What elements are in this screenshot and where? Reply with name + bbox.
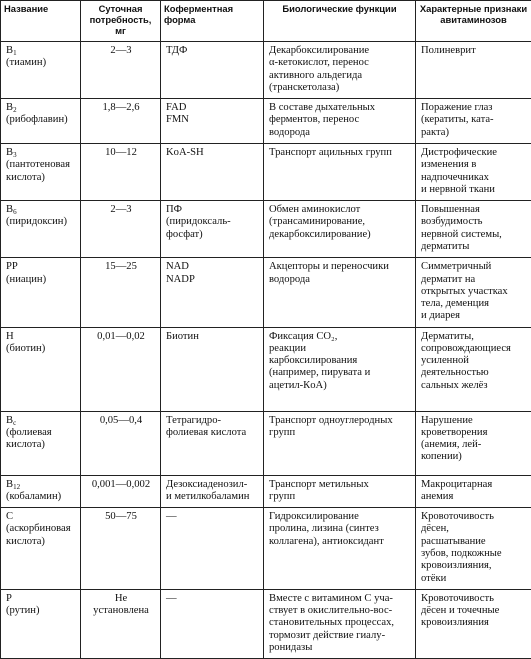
daily-dose-cell: 0,001—0,002 xyxy=(81,475,161,508)
deficiency-signs-line: изменения в xyxy=(421,159,527,171)
biological-functions-cell xyxy=(264,201,416,258)
vitamin-letter: C xyxy=(6,511,13,522)
biological-functions-line: становительных процессах, xyxy=(269,617,411,629)
deficiency-signs-line: (кератиты, ката- xyxy=(421,114,527,126)
vitamin-letter: B xyxy=(6,45,13,56)
table-row xyxy=(1,475,531,508)
biological-functions-line: водорода xyxy=(269,127,411,139)
vitamin-subscript: 1 xyxy=(13,49,17,57)
daily-dose-cell: 2—3 xyxy=(81,201,161,258)
coenzyme-form-line: Биотин xyxy=(166,331,259,343)
daily-dose-cell: 0,05—0,4 xyxy=(81,411,161,475)
header-name: Название xyxy=(1,1,81,42)
biological-functions-line: Транспорт одноуглеродных xyxy=(269,415,411,427)
coenzyme-form-line: ПФ xyxy=(166,204,259,216)
table-row xyxy=(1,99,531,144)
coenzyme-form-line: фосфат) xyxy=(166,229,259,241)
header-row xyxy=(1,1,531,42)
deficiency-signs-cell xyxy=(416,411,531,475)
biological-functions-line: ронидазы xyxy=(269,642,411,654)
deficiency-signs-line: ракта) xyxy=(421,127,527,139)
coenzyme-form-line: FAD xyxy=(166,102,259,114)
deficiency-signs-line: сопровождающиеся xyxy=(421,343,527,355)
deficiency-signs-line: Поражение глаз xyxy=(421,102,527,114)
deficiency-signs-cell xyxy=(416,327,531,411)
deficiency-signs-cell xyxy=(416,99,531,144)
coenzyme-form-cell xyxy=(161,508,264,590)
deficiency-signs-line: Макроцитарная xyxy=(421,479,527,491)
deficiency-signs-line: нервной системы, xyxy=(421,229,527,241)
biological-functions-line: декарбоксилирование) xyxy=(269,229,411,241)
vitamin-letter: B xyxy=(6,415,13,426)
vitamin-letter: H xyxy=(6,331,14,342)
biological-functions-line: групп xyxy=(269,491,411,503)
vitamin-common-name: (фолиевая кислота) xyxy=(6,427,52,450)
deficiency-signs-cell xyxy=(416,143,531,200)
deficiency-signs-cell xyxy=(416,475,531,508)
coenzyme-form-cell xyxy=(161,258,264,327)
coenzyme-form-cell xyxy=(161,201,264,258)
biological-functions-line: Акцепторы и переносчики xyxy=(269,261,411,273)
biological-functions-line: Транспорт ацильных групп xyxy=(269,147,411,159)
vitamin-subscript: 3 xyxy=(13,151,17,159)
table-header xyxy=(1,1,531,42)
table-body xyxy=(1,42,531,659)
vitamin-letter: B xyxy=(6,147,13,158)
coenzyme-form-line: FMN xyxy=(166,114,259,126)
biological-functions-cell xyxy=(264,327,416,411)
table-row xyxy=(1,327,531,411)
vitamin-common-name: (пиридоксин) xyxy=(6,216,67,227)
vitamin-common-name: (тиамин) xyxy=(6,57,46,68)
coenzyme-form-line: Дезоксиаденозил- xyxy=(166,479,259,491)
deficiency-signs-cell xyxy=(416,42,531,99)
deficiency-signs-line: сальных желёз xyxy=(421,380,527,392)
coenzyme-form-line: — xyxy=(166,511,259,523)
daily-dose-cell: 0,01—0,02 xyxy=(81,327,161,411)
vitamin-letter: P xyxy=(6,593,12,604)
coenzyme-form-line: и метилкобаламин xyxy=(166,491,259,503)
deficiency-signs-line: кроветворения xyxy=(421,427,527,439)
header-coenzyme: Коферментная форма xyxy=(161,1,264,42)
coenzyme-form-line: (пиридоксаль- xyxy=(166,216,259,228)
deficiency-signs-line: деятельностью xyxy=(421,367,527,379)
vitamin-common-name: (аскорбиновая кислота) xyxy=(6,523,71,546)
coenzyme-form-line: фолиевая кислота xyxy=(166,427,259,439)
biological-functions-line: тормозит действие гиалу- xyxy=(269,630,411,642)
deficiency-signs-line: тела, деменция xyxy=(421,298,527,310)
deficiency-signs-line: Полиневрит xyxy=(421,45,527,57)
biological-functions-line: групп xyxy=(269,427,411,439)
vitamin-letter: B xyxy=(6,204,13,215)
vitamin-letter: PP xyxy=(6,261,18,272)
vitamin-name-cell xyxy=(1,258,81,327)
coenzyme-form-line: Тетрагидро- xyxy=(166,415,259,427)
biological-functions-line: α-кетокислот, перенос xyxy=(269,57,411,69)
daily-dose-cell: Не установлена xyxy=(81,589,161,658)
biological-functions-line: водорода xyxy=(269,274,411,286)
biological-functions-line: Декарбоксилирование xyxy=(269,45,411,57)
deficiency-signs-line: и нервной ткани xyxy=(421,184,527,196)
deficiency-signs-line: дерматиты xyxy=(421,241,527,253)
vitamin-common-name: (рутин) xyxy=(6,605,39,616)
daily-dose-cell: 50—75 xyxy=(81,508,161,590)
biological-functions-line: ствует в окислительно-вос- xyxy=(269,605,411,617)
header-signs: Характерные признаки авитаминозов xyxy=(416,1,531,42)
daily-dose-cell: 15—25 xyxy=(81,258,161,327)
vitamin-subscript: 6 xyxy=(13,208,17,216)
biological-functions-line: коллагена), антиоксидант xyxy=(269,536,411,548)
biological-functions-cell xyxy=(264,258,416,327)
deficiency-signs-line: дерматит на xyxy=(421,274,527,286)
deficiency-signs-line: Повышенная xyxy=(421,204,527,216)
vitamin-subscript: 12 xyxy=(13,483,20,491)
biological-functions-cell xyxy=(264,42,416,99)
coenzyme-form-cell xyxy=(161,42,264,99)
deficiency-signs-line: Дистрофические xyxy=(421,147,527,159)
daily-dose-cell: 1,8—2,6 xyxy=(81,99,161,144)
table-row xyxy=(1,42,531,99)
biological-functions-line: (транскетолаза) xyxy=(269,82,411,94)
daily-dose-cell: 2—3 xyxy=(81,42,161,99)
deficiency-signs-line: кровоизлияния, xyxy=(421,560,527,572)
biological-functions-line: активного альдегида xyxy=(269,70,411,82)
header-dose: Суточная потребность, мг xyxy=(81,1,161,42)
deficiency-signs-cell xyxy=(416,258,531,327)
vitamin-common-name: (рибофлавин) xyxy=(6,114,68,125)
biological-functions-cell xyxy=(264,589,416,658)
biological-functions-line: Транспорт метильных xyxy=(269,479,411,491)
biological-functions-cell xyxy=(264,99,416,144)
biological-functions-line: Фиксация CO₂, xyxy=(269,331,411,343)
vitamin-common-name: (кобаламин) xyxy=(6,491,61,502)
biological-functions-line: Вместе с витамином С уча- xyxy=(269,593,411,605)
vitamin-letter: B xyxy=(6,479,13,490)
biological-functions-cell xyxy=(264,475,416,508)
vitamin-letter: B xyxy=(6,102,13,113)
biological-functions-line: В составе дыхательных xyxy=(269,102,411,114)
biological-functions-cell xyxy=(264,508,416,590)
vitamin-name-cell xyxy=(1,411,81,475)
vitamin-name-cell xyxy=(1,143,81,200)
deficiency-signs-line: возбудимость xyxy=(421,216,527,228)
deficiency-signs-line: (анемия, лей- xyxy=(421,439,527,451)
deficiency-signs-cell xyxy=(416,508,531,590)
table-row xyxy=(1,508,531,590)
vitamin-subscript: c xyxy=(13,419,16,427)
deficiency-signs-line: расшатывание xyxy=(421,536,527,548)
coenzyme-form-line: NADP xyxy=(166,274,259,286)
biological-functions-line: ферментов, перенос xyxy=(269,114,411,126)
coenzyme-form-cell xyxy=(161,143,264,200)
header-functions: Биологические функции xyxy=(264,1,416,42)
deficiency-signs-line: кровоизлияния xyxy=(421,617,527,629)
deficiency-signs-line: Симметричный xyxy=(421,261,527,273)
deficiency-signs-line: Нарушение xyxy=(421,415,527,427)
biological-functions-line: карбоксилирования xyxy=(269,355,411,367)
biological-functions-line: Гидроксилирование xyxy=(269,511,411,523)
coenzyme-form-cell xyxy=(161,411,264,475)
table-row xyxy=(1,411,531,475)
vitamin-name-cell xyxy=(1,99,81,144)
coenzyme-form-cell xyxy=(161,327,264,411)
coenzyme-form-line: ТДФ xyxy=(166,45,259,57)
vitamin-name-cell xyxy=(1,589,81,658)
coenzyme-form-cell xyxy=(161,589,264,658)
vitamin-name-cell xyxy=(1,508,81,590)
coenzyme-form-line: — xyxy=(166,593,259,605)
deficiency-signs-line: отёки xyxy=(421,573,527,585)
biological-functions-cell xyxy=(264,411,416,475)
vitamin-common-name: (пантотеновая кислота) xyxy=(6,159,70,182)
table-row xyxy=(1,201,531,258)
vitamin-name-cell xyxy=(1,475,81,508)
biological-functions-line: ацетил-КoA) xyxy=(269,380,411,392)
biological-functions-line: пролина, лизина (синтез xyxy=(269,523,411,535)
vitamin-common-name: (ниацин) xyxy=(6,274,46,285)
vitamin-name-cell xyxy=(1,201,81,258)
biological-functions-line: (например, пирувата и xyxy=(269,367,411,379)
table-row xyxy=(1,258,531,327)
deficiency-signs-line: дёсен и точечные xyxy=(421,605,527,617)
daily-dose-cell: 10—12 xyxy=(81,143,161,200)
deficiency-signs-line: усиленной xyxy=(421,355,527,367)
biological-functions-line: реакции xyxy=(269,343,411,355)
deficiency-signs-line: зубов, подкожные xyxy=(421,548,527,560)
deficiency-signs-line: Кровоточивость xyxy=(421,593,527,605)
table-row xyxy=(1,143,531,200)
deficiency-signs-line: анемия xyxy=(421,491,527,503)
deficiency-signs-line: надпочечниках xyxy=(421,172,527,184)
vitamin-common-name: (биотин) xyxy=(6,343,45,354)
biological-functions-line: Обмен аминокислот xyxy=(269,204,411,216)
deficiency-signs-line: Кровоточивость xyxy=(421,511,527,523)
deficiency-signs-line: и диарея xyxy=(421,310,527,322)
vitamin-name-cell xyxy=(1,327,81,411)
vitamin-subscript: 2 xyxy=(13,106,17,114)
deficiency-signs-line: копении) xyxy=(421,451,527,463)
deficiency-signs-cell xyxy=(416,201,531,258)
biological-functions-line: (трансаминирование, xyxy=(269,216,411,228)
coenzyme-form-line: NAD xyxy=(166,261,259,273)
deficiency-signs-line: Дерматиты, xyxy=(421,331,527,343)
table-row xyxy=(1,589,531,658)
coenzyme-form-cell xyxy=(161,99,264,144)
coenzyme-form-cell xyxy=(161,475,264,508)
coenzyme-form-line: KoA-SH xyxy=(166,147,259,159)
deficiency-signs-line: открытых участках xyxy=(421,286,527,298)
deficiency-signs-line: дёсен, xyxy=(421,523,527,535)
deficiency-signs-cell xyxy=(416,589,531,658)
biological-functions-cell xyxy=(264,143,416,200)
vitamin-name-cell xyxy=(1,42,81,99)
